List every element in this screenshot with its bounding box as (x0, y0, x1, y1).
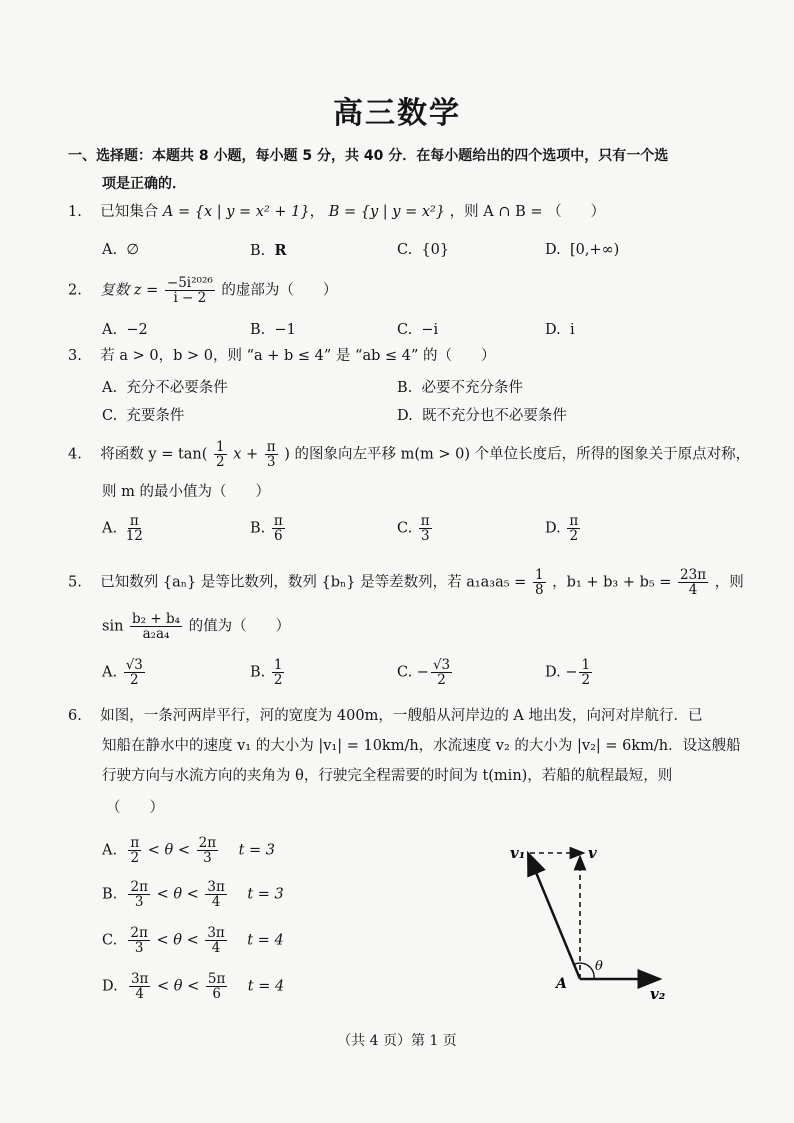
option-a[interactable]: A. −2 (102, 322, 148, 338)
option-d[interactable]: D. 既不充分也不必要条件 (397, 408, 567, 424)
option-a[interactable]: A. $\frac{√3}{2}$ (102, 657, 143, 689)
option-b[interactable]: B. −1 (250, 322, 296, 338)
question-6 (68, 708, 703, 725)
option-d[interactable]: D. [0,+∞) (545, 242, 620, 258)
question-stem: 若 a > 0，b > 0，则 “a + b ≤ 4” 是 “ab ≤ 4” 的（ ） (100, 348, 496, 364)
fraction: $\frac{\text{−5i²⁰²⁶}}{i - 2}$ (166, 275, 213, 307)
question-number: 2. (68, 282, 82, 299)
question-stem: 已知集合 (100, 204, 159, 220)
option-d[interactable]: D. i (545, 322, 575, 338)
question-6-line3: 行驶方向与水流方向的夹角为 θ，行驶完全程需要的时间为 t(min)，若船的航程最短，则 (102, 768, 673, 784)
v1-label: v₁ (510, 844, 526, 862)
vector-figure (500, 836, 690, 1006)
section-header-line2: 项是正确的． (102, 176, 186, 192)
v-label: v (588, 844, 597, 862)
option-b[interactable]: B. $\frac{\pi}{6}$ (250, 513, 283, 545)
question-stem: 如图，一条河两岸平行，河的宽度为 400m，一艘船从河岸边的 A 地出发，向河对岸航行．已 (100, 708, 703, 724)
section-header-line1: 一、选择题：本题共 8 小题，每小题 5 分，共 40 分．在每小题给出的四个选项中，只有一个选 (68, 148, 669, 164)
v1-arrow (528, 853, 580, 979)
option-a[interactable]: A. ∅ (102, 242, 139, 258)
option-c[interactable]: C. $\frac{2\pi}{3}$ < θ < $\frac{3\pi}{4}$ t = 4 (102, 925, 284, 957)
v2-label: v₂ (650, 985, 666, 1003)
option-b[interactable]: B. R (250, 242, 287, 259)
fraction: $\frac{1}{8}$ (534, 567, 544, 599)
option-a[interactable]: A. $\frac{\pi}{12}$ (102, 513, 143, 545)
question-3 (68, 348, 496, 365)
fraction: $\frac{\text{b₂ + b₄}}{\text{a₂a₄}}$ (132, 611, 181, 643)
page-title: 高三数学 (333, 96, 461, 131)
option-b[interactable]: B. 必要不充分条件 (397, 380, 523, 396)
option-c[interactable]: C. − $\frac{√3}{2}$ (397, 657, 451, 689)
option-d[interactable]: D. $\frac{\pi}{2}$ (545, 513, 579, 545)
question-4: 4. 将函数 y = tan( $\frac{1}{2}$ x + $\frac{\pi}{3}$ ) 的图象向左平移 m(m > 0) 个单位长度后，所得的图象关于原点对称， (68, 439, 751, 471)
set-b: B = {y | y = x²} (328, 204, 446, 220)
option-d[interactable]: D. − $\frac{1}{2}$ (545, 657, 591, 689)
option-d[interactable]: D. $\frac{3\pi}{4}$ < θ < $\frac{5\pi}{6}$ t = 4 (102, 971, 285, 1003)
option-b[interactable]: B. $\frac{1}{2}$ (250, 657, 283, 689)
fraction: $\frac{\pi}{3}$ (266, 439, 276, 471)
option-b[interactable]: B. $\frac{2\pi}{3}$ < θ < $\frac{3\pi}{4}$ t = 3 (102, 879, 284, 911)
separator: ， (309, 204, 325, 220)
theta-label: θ (595, 959, 603, 974)
question-number: 6. (68, 708, 82, 724)
question-stem-end: 的虚部为（ ） (221, 282, 338, 299)
fraction: $\frac{23\pi}{4}$ (680, 567, 707, 599)
option-c[interactable]: C. $\frac{\pi}{3}$ (397, 513, 430, 545)
question-number: 4. (68, 446, 82, 463)
option-a[interactable]: A. $\frac{\pi}{2}$ < θ < $\frac{2\pi}{3}$ t = 3 (102, 835, 275, 867)
question-6-line2: 知船在静水中的速度 v₁ 的大小为 |v₁| = 10km/h，水流速度 v₂ 的大小为 |v₂| = 6km/h．设这艘船 (102, 738, 741, 754)
question-5-line2: sin $\frac{\text{b₂ + b₄}}{\text{a₂a₄}}$ 的值为（ ） (102, 611, 291, 643)
question-4-line2: 则 m 的最小值为（ ） (102, 484, 270, 500)
option-c[interactable]: C. −i (397, 322, 439, 338)
question-stem-end: ，则 A ∩ B = （ ） (449, 204, 606, 220)
question-stem: 复数 z = (100, 282, 159, 299)
question-stem: 将函数 y = tan( (100, 446, 208, 463)
set-a: A = {x | y = x² + 1} (162, 204, 310, 220)
question-number: 3. (68, 348, 82, 364)
question-number: 5. (68, 574, 82, 591)
question-number: 1. (68, 204, 82, 220)
question-stem: 已知数列 {aₙ} 是等比数列，数列 {bₙ} 是等差数列，若 a₁a₃a₅ = (100, 574, 527, 591)
question-6-line4: （ ） (106, 800, 164, 816)
option-c[interactable]: C. {0} (397, 242, 450, 258)
question-stem-end: ) 的图象向左平移 m(m > 0) 个单位长度后，所得的图象关于原点对称， (284, 446, 751, 463)
option-c[interactable]: C. 充要条件 (102, 408, 185, 424)
page-footer: （共 4 页）第 1 页 (337, 1033, 457, 1049)
question-5: 5. 已知数列 {aₙ} 是等比数列，数列 {bₙ} 是等差数列，若 a₁a₃a₅ = $\frac{1}{8}$ ，b₁ + b₃ + b₅ = $\frac{23\pi}{4}$ ，则 (68, 567, 744, 599)
option-a[interactable]: A. 充分不必要条件 (102, 380, 228, 396)
question-2 (68, 276, 337, 305)
fraction: $\frac{1}{2}$ (216, 439, 225, 471)
point-a-label: A (556, 976, 567, 992)
question-1 (68, 204, 605, 221)
